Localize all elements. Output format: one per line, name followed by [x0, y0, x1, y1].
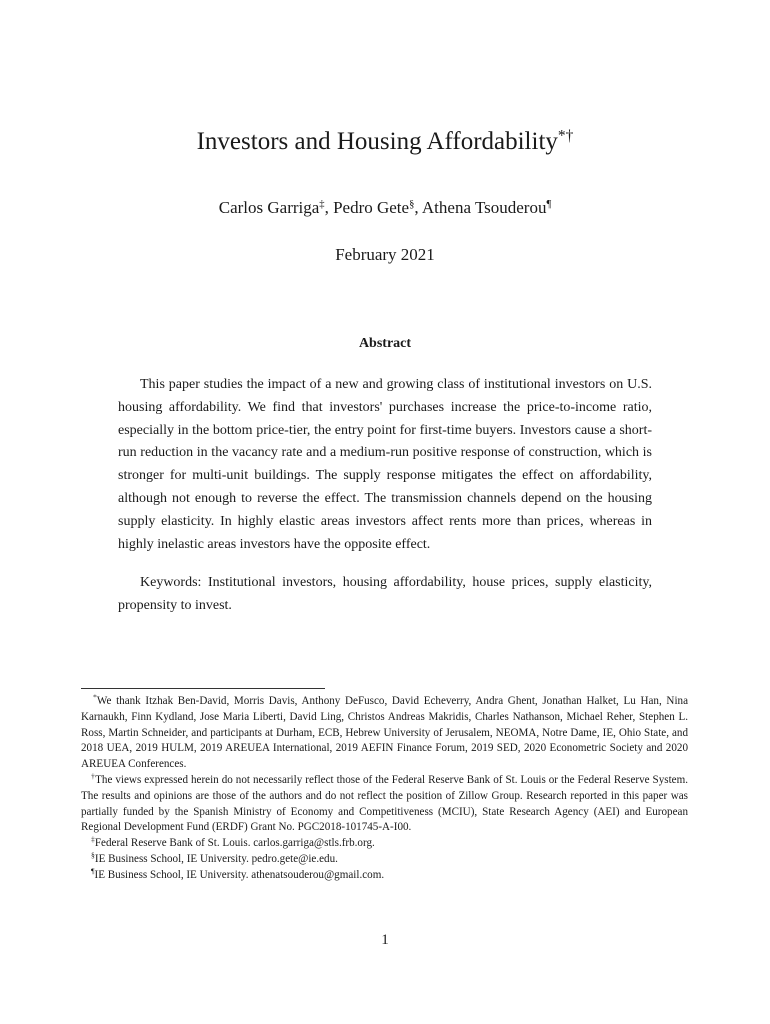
author-separator: ,: [414, 198, 419, 217]
footnote-divider: [81, 688, 325, 689]
title-footnote-marks: *†: [557, 127, 574, 145]
author-name: Pedro Gete: [333, 198, 410, 217]
author-footnote-mark: §: [409, 199, 415, 211]
footnote: [81, 694, 688, 773]
page-number: 1: [381, 932, 389, 948]
author-footnote-mark: ¶: [546, 199, 552, 211]
footnote-text: Federal Reserve Bank of St. Louis. carlos.garriga@stls.frb.org.: [94, 837, 375, 850]
keywords: Keywords: Institutional investors, housing affordability, house prices, supply elasticity, propensity to invest.: [118, 575, 652, 613]
footnote: [81, 868, 688, 884]
footnotes: [81, 694, 688, 884]
footnote: [81, 773, 688, 836]
author-list: [0, 198, 770, 218]
footnote-mark: *: [93, 692, 97, 702]
footnote-text: The views expressed herein do not necessarily reflect those of the Federal Reserve Bank of St. Louis or the Federal Reserve System. The results and opinions are those of the authors and do not reflect the position of Zillow Group. Research reported in this paper was partially funded by the Spanish Ministry of Economy and Competitiveness (MCIU), State Research Agency (AEI) and European Regional Development Fund (ERDF) Grant No. PGC2018-101745-A-I00.: [81, 773, 688, 834]
footnote: [81, 836, 688, 852]
title-text: Investors and Housing Affordability: [196, 128, 558, 155]
author-name: Athena Tsouderou: [421, 198, 547, 217]
footnote-text: We thank Itzhak Ben-David, Morris Davis, Anthony DeFusco, David Echeverry, Andra Ghent, Jonathan Halket, Lu Han, Nina Karnaukh, Finn Kydland, Jose Maria Liberti, David Ling, Christos Andreas Makridis, Charles Nathanson, Michael Reher, Stephen L. Ross, Martin Schneider, and participants at Durham, ECB, Hebrew University of Jerusalem, NEOMA, Notre Dame, IE, Ohio State, and 2018 UEA, 2019 HULM, 2019 AREUEA International, 2019 AEFIN Finance Forum, 2019 SED, 2020 Econometric Society and 2020 AREUEA Conferences.: [81, 695, 688, 771]
footnote: [81, 852, 688, 868]
footnote-mark: †: [91, 771, 96, 781]
footnote-mark: §: [91, 850, 95, 860]
author-footnote-mark: ‡: [319, 199, 325, 211]
footnote-mark: ¶: [91, 866, 95, 876]
author-name: Carlos Garriga: [218, 198, 320, 217]
paper-title: [0, 128, 770, 156]
footnote-text: IE Business School, IE University. athenatsouderou@gmail.com.: [94, 868, 385, 881]
abstract-text: This paper studies the impact of a new and growing class of institutional investors on U.S. housing affordability. We find that investors' purchases increase the price-to-income ratio, especially in the bottom price-tier, the entry point for first-time buyers. Investors cause a short-run reduction in the vacancy rate and a medium-run positive response of construction, which is stronger for multi-unit buildings. The supply response mitigates the effect on affordability, although not enough to reverse the effect. The transmission channels depend on the housing supply elasticity. In highly elastic areas investors affect rents more than prices, whereas in highly inelastic areas investors have the opposite effect.: [118, 377, 652, 552]
abstract-heading: Abstract: [358, 336, 412, 351]
paper-date: February 2021: [335, 245, 435, 264]
footnote-mark: ‡: [91, 834, 95, 844]
author-separator: ,: [324, 198, 329, 217]
footnote-text: IE Business School, IE University. pedro.gete@ie.edu.: [94, 852, 338, 865]
